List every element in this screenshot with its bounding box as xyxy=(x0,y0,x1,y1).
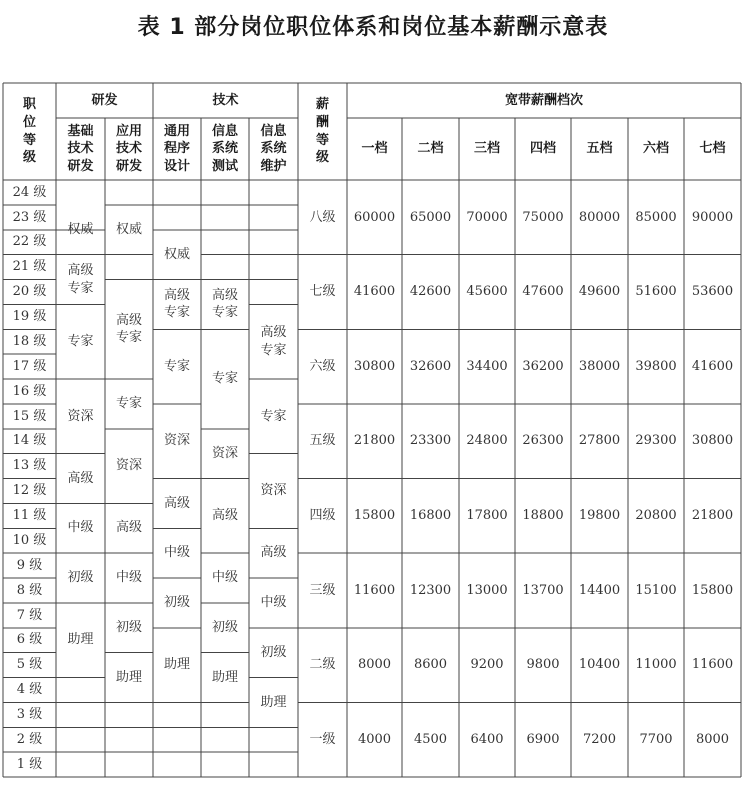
salary-value: 21800 xyxy=(691,508,734,524)
job-level-label: 8 级 xyxy=(16,582,43,598)
salary-value: 8600 xyxy=(413,657,448,673)
salary-value: 26300 xyxy=(522,433,564,449)
general-programming-cell xyxy=(153,727,201,752)
salary-value: 75000 xyxy=(522,209,564,225)
header-general-programming: 通用 程序 设计 xyxy=(163,123,190,174)
basic-rd-cell: 高级 xyxy=(67,470,94,486)
applied-rd-cell: 权威 xyxy=(115,221,142,237)
header-basic-rd: 基础 技术 研发 xyxy=(67,123,94,174)
info-maintenance-cell xyxy=(249,280,298,305)
applied-rd-cell: 资深 xyxy=(115,458,142,474)
job-level-label: 1 级 xyxy=(16,756,43,772)
salary-value: 45600 xyxy=(466,284,508,300)
info-maintenance-cell xyxy=(249,752,298,777)
job-level-label: 23 级 xyxy=(12,209,47,225)
salary-value: 29300 xyxy=(635,433,677,449)
applied-rd-cell xyxy=(105,752,153,777)
salary-value: 41600 xyxy=(353,284,396,300)
salary-value: 11600 xyxy=(353,582,396,598)
info-testing-cell: 高级 xyxy=(211,508,238,524)
header-tier: 三档 xyxy=(473,141,500,157)
salary-value: 65000 xyxy=(409,209,452,225)
pay-grade-label: 三级 xyxy=(309,582,336,598)
salary-value: 4000 xyxy=(357,731,392,747)
salary-value: 80000 xyxy=(578,209,621,225)
applied-rd-cell xyxy=(105,180,153,205)
job-level-label: 9 级 xyxy=(16,557,43,573)
job-level-label: 19 级 xyxy=(12,309,47,325)
info-testing-cell xyxy=(201,727,249,752)
salary-value: 7200 xyxy=(582,731,617,747)
general-programming-cell xyxy=(153,752,201,777)
header-pay-grade: 薪 酬 等 级 xyxy=(315,97,329,166)
salary-value: 16800 xyxy=(409,508,452,524)
info-maintenance-cell: 高级 xyxy=(260,545,287,561)
job-level-label: 24 级 xyxy=(12,184,47,200)
job-level-label: 7 级 xyxy=(16,607,43,623)
general-programming-cell: 初级 xyxy=(163,595,190,611)
info-maintenance-cell: 助理 xyxy=(260,694,287,710)
salary-value: 27800 xyxy=(578,433,621,449)
salary-value: 41600 xyxy=(691,358,734,374)
salary-value: 6400 xyxy=(470,731,504,747)
info-testing-cell xyxy=(201,752,249,777)
salary-value: 49600 xyxy=(578,284,621,300)
info-maintenance-cell xyxy=(249,727,298,752)
job-level-label: 5 级 xyxy=(16,657,43,673)
basic-rd-cell: 中级 xyxy=(67,520,94,536)
job-level-label: 20 级 xyxy=(12,284,47,300)
header-tier: 四档 xyxy=(529,141,556,157)
job-level-label: 11 级 xyxy=(12,508,47,524)
general-programming-cell xyxy=(153,702,201,727)
general-programming-cell: 助理 xyxy=(163,657,190,673)
info-testing-cell: 高级 专家 xyxy=(211,287,238,321)
job-level-label: 4 级 xyxy=(16,682,43,698)
table-title: 表 1 部分岗位职位体系和岗位基本薪酬示意表 xyxy=(137,15,609,40)
header-rd: 研发 xyxy=(91,92,118,108)
general-programming-cell: 中级 xyxy=(163,545,190,561)
info-testing-cell xyxy=(201,255,249,280)
header-info-system-maintenance: 信息 系统 维护 xyxy=(260,123,287,174)
basic-rd-cell: 初级 xyxy=(67,570,94,586)
salary-value: 70000 xyxy=(466,209,508,225)
job-level-label: 15 级 xyxy=(12,408,47,424)
job-level-label: 16 级 xyxy=(12,383,47,399)
job-level-label: 6 级 xyxy=(16,632,43,648)
salary-value: 51600 xyxy=(635,284,677,300)
job-level-label: 10 级 xyxy=(12,532,47,548)
pay-grade-label: 五级 xyxy=(309,433,336,449)
job-level-label: 14 级 xyxy=(12,433,47,449)
header-tier: 七档 xyxy=(699,141,726,157)
info-maintenance-cell: 中级 xyxy=(260,595,287,611)
applied-rd-cell: 高级 xyxy=(115,520,142,536)
salary-value: 11000 xyxy=(635,657,677,673)
info-maintenance-cell xyxy=(249,230,298,255)
info-maintenance-cell: 专家 xyxy=(260,408,287,424)
applied-rd-cell: 中级 xyxy=(115,570,142,586)
info-testing-cell: 资深 xyxy=(211,445,238,461)
basic-rd-cell: 资深 xyxy=(67,408,94,424)
salary-value: 13000 xyxy=(466,582,508,598)
salary-value: 10400 xyxy=(578,657,621,673)
salary-value: 21800 xyxy=(353,433,396,449)
salary-value: 30800 xyxy=(691,433,734,449)
basic-rd-cell xyxy=(56,702,105,727)
header-job-level: 职 位 等 级 xyxy=(22,97,36,166)
salary-value: 34400 xyxy=(466,358,508,374)
applied-rd-cell xyxy=(105,727,153,752)
salary-value: 53600 xyxy=(691,284,734,300)
general-programming-cell: 资深 xyxy=(163,433,190,449)
header-broadband-tiers: 宽带薪酬档次 xyxy=(504,92,583,108)
salary-value: 9800 xyxy=(526,657,560,673)
job-level-label: 12 级 xyxy=(12,483,47,499)
pay-grade-label: 二级 xyxy=(309,657,336,673)
applied-rd-cell: 高级 专家 xyxy=(115,312,142,346)
basic-rd-cell: 助理 xyxy=(67,632,94,648)
job-level-label: 21 级 xyxy=(12,259,47,275)
header-tier: 六档 xyxy=(642,141,669,157)
salary-value: 17800 xyxy=(466,508,508,524)
info-maintenance-cell: 初级 xyxy=(260,644,287,660)
salary-value: 38000 xyxy=(578,358,621,374)
info-testing-cell xyxy=(201,702,249,727)
salary-value: 14400 xyxy=(578,582,621,598)
general-programming-cell xyxy=(153,205,201,230)
applied-rd-cell: 专家 xyxy=(115,396,142,412)
job-level-label: 13 级 xyxy=(12,458,47,474)
basic-rd-cell: 权威 xyxy=(67,221,94,237)
general-programming-cell: 高级 xyxy=(163,495,190,511)
basic-rd-cell xyxy=(56,678,105,703)
job-level-label: 2 级 xyxy=(16,731,43,747)
basic-rd-cell: 专家 xyxy=(67,333,94,349)
salary-value: 32600 xyxy=(409,358,452,374)
applied-rd-cell: 助理 xyxy=(115,669,142,685)
info-testing-cell: 助理 xyxy=(211,669,238,685)
salary-value: 24800 xyxy=(466,433,508,449)
salary-value: 11600 xyxy=(691,657,734,673)
salary-value: 36200 xyxy=(522,358,564,374)
basic-rd-cell xyxy=(56,752,105,777)
info-testing-cell: 初级 xyxy=(211,619,238,635)
salary-value: 8000 xyxy=(357,657,392,673)
info-testing-cell: 中级 xyxy=(211,570,238,586)
salary-value: 39800 xyxy=(635,358,677,374)
salary-value: 18800 xyxy=(522,508,564,524)
pay-grade-label: 六级 xyxy=(309,358,336,374)
header-tier: 五档 xyxy=(586,141,613,157)
pay-grade-label: 四级 xyxy=(309,508,336,524)
salary-value: 90000 xyxy=(691,209,734,225)
salary-value: 15800 xyxy=(353,508,396,524)
info-maintenance-cell xyxy=(249,205,298,230)
salary-value: 4500 xyxy=(413,731,448,747)
info-testing-cell xyxy=(201,180,249,205)
salary-value: 8000 xyxy=(695,731,730,747)
pay-grade-label: 七级 xyxy=(309,284,336,300)
salary-value: 30800 xyxy=(353,358,396,374)
salary-value: 9200 xyxy=(470,657,504,673)
salary-value: 13700 xyxy=(522,582,564,598)
header-tech: 技术 xyxy=(212,92,239,108)
basic-rd-cell: 高级 专家 xyxy=(67,262,94,296)
pay-grade-label: 八级 xyxy=(309,209,336,225)
applied-rd-cell: 初级 xyxy=(115,619,142,635)
salary-value: 20800 xyxy=(635,508,677,524)
info-maintenance-cell: 资深 xyxy=(260,483,287,499)
info-testing-cell xyxy=(201,230,249,255)
salary-value: 6900 xyxy=(526,731,560,747)
salary-value: 47600 xyxy=(522,284,564,300)
applied-rd-cell xyxy=(105,702,153,727)
header-tier: 二档 xyxy=(417,141,444,157)
job-level-label: 17 级 xyxy=(12,358,47,374)
info-testing-cell: 专家 xyxy=(211,371,238,387)
salary-value: 19800 xyxy=(578,508,621,524)
header-applied-rd: 应用 技术 研发 xyxy=(115,123,142,174)
info-testing-cell xyxy=(201,205,249,230)
salary-value: 85000 xyxy=(635,209,677,225)
salary-value: 7700 xyxy=(639,731,673,747)
general-programming-cell: 高级 专家 xyxy=(163,287,190,321)
header-info-system-testing: 信息 系统 测试 xyxy=(211,123,238,174)
general-programming-cell: 权威 xyxy=(163,246,190,262)
job-level-label: 22 级 xyxy=(12,234,47,250)
job-level-label: 3 级 xyxy=(16,707,43,723)
header-tier: 一档 xyxy=(361,141,388,157)
applied-rd-cell xyxy=(105,255,153,280)
salary-value: 12300 xyxy=(409,582,452,598)
general-programming-cell: 专家 xyxy=(163,358,190,374)
salary-value: 23300 xyxy=(409,433,452,449)
salary-value: 15800 xyxy=(691,582,734,598)
job-level-label: 18 级 xyxy=(12,333,47,349)
pay-grade-label: 一级 xyxy=(309,731,336,747)
general-programming-cell xyxy=(153,180,201,205)
info-maintenance-cell xyxy=(249,180,298,205)
salary-value: 42600 xyxy=(409,284,452,300)
basic-rd-cell xyxy=(56,727,105,752)
salary-value: 60000 xyxy=(353,209,396,225)
info-maintenance-cell xyxy=(249,255,298,280)
salary-value: 15100 xyxy=(635,582,677,598)
info-maintenance-cell: 高级 专家 xyxy=(260,325,287,358)
